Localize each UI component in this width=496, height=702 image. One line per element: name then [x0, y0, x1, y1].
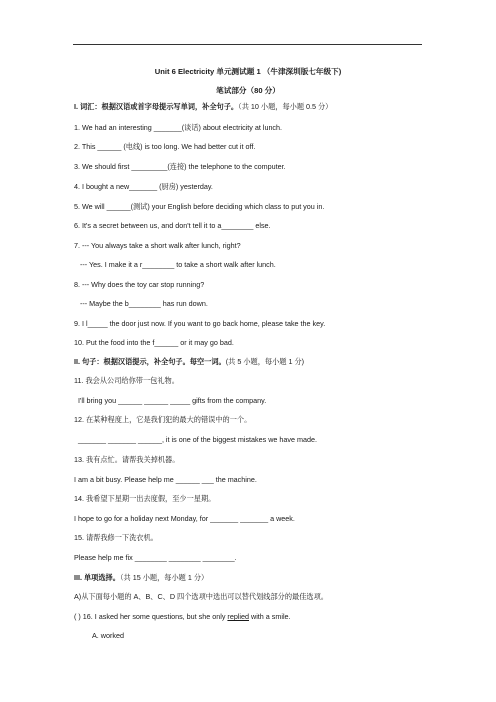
section-3-heading — [74, 573, 208, 582]
question-1: 1. We had an interesting _______(谈话) about electricity at lunch. — [74, 123, 283, 132]
question-4: 4. I bought a new_______ (厨房) yesterday. — [74, 182, 213, 191]
question-16-stem: ( ) 16. I asked her some questions, but she only — [74, 612, 228, 621]
question-12-chinese: 12. 在某种程度上，它是我们犯的最大的错误中的一个。 — [74, 415, 252, 424]
question-13-chinese: 13. 我有点忙。请帮我关掉机器。 — [74, 455, 180, 464]
question-11-chinese: 11. 我会从公司给你带一包礼物。 — [74, 376, 179, 385]
question-14-chinese: 14. 我希望下星期一出去度假，至少一星期。 — [74, 494, 216, 503]
doc-title: Unit 6 Electricity 单元测试题 1 （牛津深圳版七年级下) — [154, 67, 342, 76]
question-8-reply: --- Maybe the b________ has run down. — [80, 299, 208, 308]
question-3: 3. We should first _________(连接) the telephone to the computer. — [74, 162, 286, 171]
question-11: I'll bring you ______ ______ _____ gifts from the company. — [78, 396, 267, 405]
question-16 — [74, 612, 291, 621]
question-16-underlined-word: replied — [227, 612, 249, 621]
section-2-heading — [74, 357, 304, 366]
section-3-title: III. 单项选择。 — [74, 573, 120, 582]
section-3-note: （共 15 小题，每小题 1 分） — [119, 573, 209, 582]
section-2-note: (共 5 小题，每小题 1 分) — [225, 357, 305, 366]
question-16-option-a: A. worked — [92, 631, 124, 640]
question-15-chinese: 15. 请帮我修一下洗衣机。 — [74, 533, 158, 542]
section-3-instruction: A)从下面每小题的 A、B、C、D 四个选项中选出可以替代划线部分的最佳选项。 — [74, 592, 328, 601]
section-2-title: II. 句子：根据汉语提示，补全句子。每空一词。 — [74, 357, 226, 366]
question-6: 6. It's a secret between us, and don't tell it to a________ else. — [74, 221, 271, 230]
question-14: I hope to go for a holiday next Monday, for _______ _______ a week. — [74, 514, 295, 523]
question-16-stem-end: with a smile. — [249, 612, 291, 621]
question-13: I am a bit busy. Please help me ______ ___ the machine. — [74, 475, 257, 484]
question-2: 2. This ______ (电线) is too long. We had better cut it off. — [74, 142, 256, 151]
question-15: Please help me fix ________ ________ ________. — [74, 553, 237, 562]
section-1-heading — [74, 102, 332, 111]
question-7: 7. --- You always take a short walk after lunch, right? — [74, 241, 241, 250]
question-12: _______ _______ ______, it is one of the biggest mistakes we have made. — [78, 435, 317, 444]
question-9: 9. I l_____ the door just now. If you want to go back home, please take the key. — [74, 319, 326, 328]
question-8: 8. --- Why does the toy car stop running? — [74, 280, 205, 289]
question-5: 5. We will ______(测试) your English before deciding which class to put you in. — [74, 202, 325, 211]
doc-subtitle: 笔试部分（80 分） — [216, 86, 280, 95]
section-1-title: I. 词汇：根据汉语或首字母提示写单词，补全句子。 — [74, 102, 239, 111]
question-7-reply: --- Yes. I make it a r________ to take a short walk after lunch. — [80, 260, 276, 269]
question-10: 10. Put the food into the f______ or it may go bad. — [74, 338, 234, 347]
section-1-note: （共 10 小题，每小题 0.5 分） — [238, 102, 333, 111]
header-rule — [73, 44, 422, 45]
